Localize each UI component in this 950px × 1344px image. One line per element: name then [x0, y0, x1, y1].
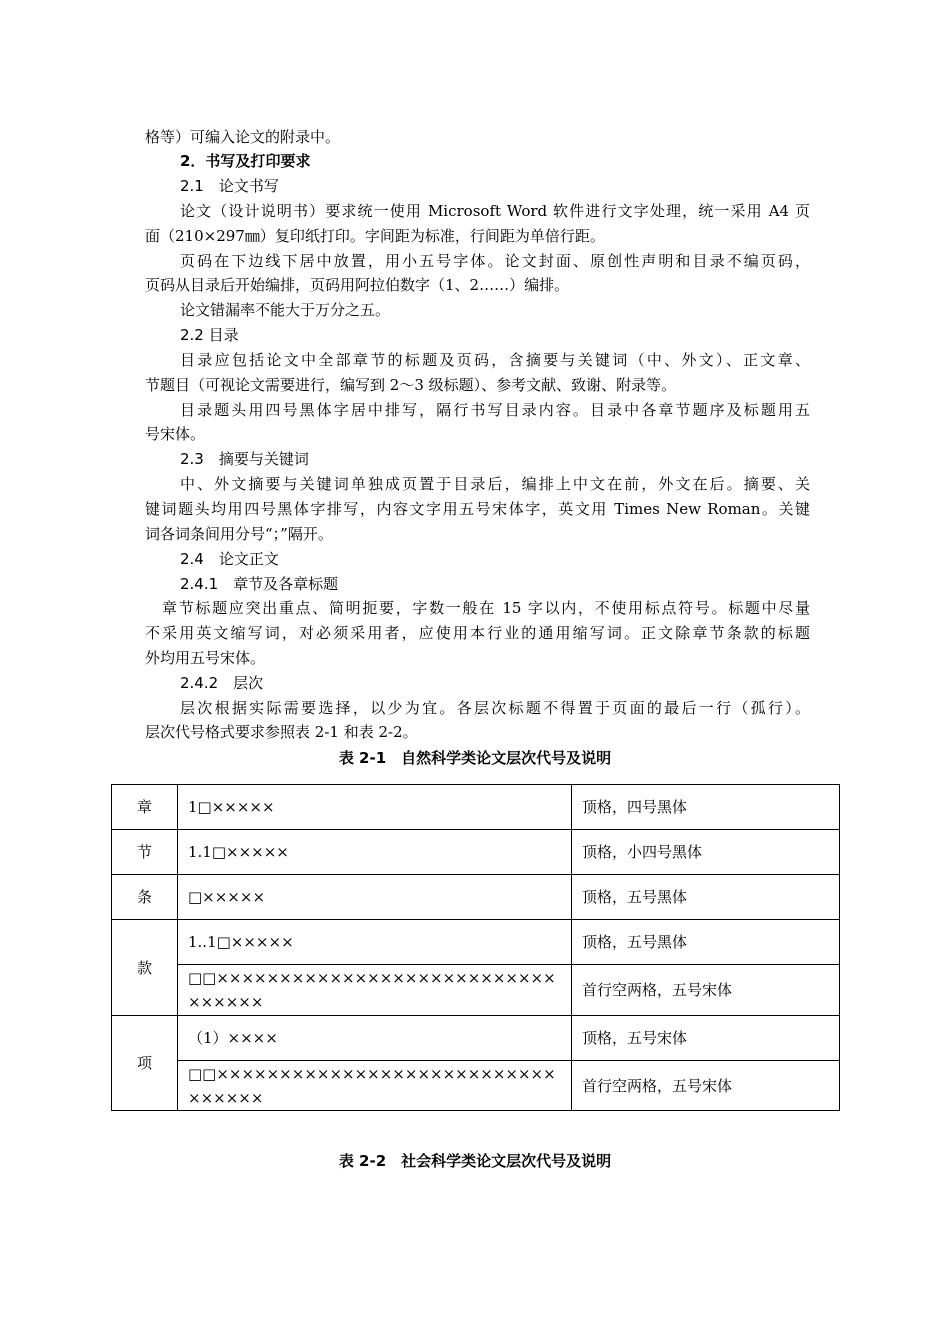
table-row — [112, 1061, 840, 1111]
paragraph-line: 面（210×297㎜）复印纸打印。字间距为标准，行间距为单倍行距。 — [145, 227, 605, 245]
paragraph-line: 目录应包括论文中全部章节的标题及页码，含摘要与关键词（中、外文）、正文章、 — [180, 351, 810, 369]
paragraph-line: 目录题头用四号黑体字居中排写，隔行书写目录内容。目录中各章节题序及标题用五 — [180, 401, 810, 419]
level-code: 1.1□××××× — [178, 830, 572, 875]
level-label: 款 — [112, 920, 178, 1016]
level-label: 节 — [112, 830, 178, 875]
paragraph-line: 页码在下边线下居中放置，用小五号字体。论文封面、原创性声明和目录不编页码， — [180, 252, 810, 270]
level-code: （1）×××× — [178, 1016, 572, 1061]
table-caption: 表 2-1 自然科学类论文层次代号及说明 — [338, 749, 612, 767]
level-desc: 顶格，五号黑体 — [572, 875, 840, 920]
level-label: 章 — [112, 785, 178, 830]
paragraph-line: 层次代号格式要求参照表 2-1 和表 2-2。 — [145, 723, 418, 741]
subsection-heading: 2.4 论文正文 — [180, 550, 279, 568]
table-row — [112, 785, 840, 830]
table-row — [112, 1016, 840, 1061]
paragraph-line: 章节标题应突出重点、简明扼要，字数一般在 15 字以内，不使用标点符号。标题中尽量 — [162, 599, 810, 617]
level-code: □□××××××××××××××××××××××××××××××××× — [178, 1061, 572, 1111]
level-label: 项 — [112, 1016, 178, 1111]
section-heading: 2．书写及打印要求 — [180, 152, 311, 170]
level-desc: 顶格，四号黑体 — [572, 785, 840, 830]
paragraph-line: 页码从目录后开始编排，页码用阿拉伯数字（1、2……）编排。 — [145, 276, 570, 294]
level-code: 1..1□××××× — [178, 920, 572, 965]
subsection-heading: 2.3 摘要与关键词 — [180, 450, 309, 468]
paragraph-line: 词各词条间用分号“；”隔开。 — [145, 525, 333, 543]
paragraph-line: 层次根据实际需要选择，以少为宜。各层次标题不得置于页面的最后一行（孤行）。 — [180, 699, 810, 717]
table-row — [112, 965, 840, 1016]
subsection-heading: 2.1 论文书写 — [180, 177, 279, 195]
table-row — [112, 920, 840, 965]
level-desc: 首行空两格，五号宋体 — [572, 965, 840, 1016]
table-row — [112, 830, 840, 875]
paragraph-line: 号宋体。 — [145, 425, 206, 443]
level-desc: 首行空两格，五号宋体 — [572, 1061, 840, 1111]
subsubsection-heading: 2.4.1 章节及各章标题 — [180, 575, 339, 593]
paragraph-line: 外均用五号宋体。 — [145, 649, 266, 667]
paragraph-line: 不采用英文缩写词，对必须采用者，应使用本行业的通用缩写词。正文除章节条款的标题 — [145, 624, 810, 642]
level-code: □××××× — [178, 875, 572, 920]
paragraph-line: 论文（设计说明书）要求统一使用 Microsoft Word 软件进行文字处理，统一采用 A4 页 — [180, 202, 810, 220]
paragraph-line: 键词题头均用四号黑体字排写，内容文字用五号宋体字，英文用 Times New Roman。关键 — [145, 500, 810, 518]
level-label: 条 — [112, 875, 178, 920]
level-code: 1□××××× — [178, 785, 572, 830]
level-desc: 顶格，五号黑体 — [572, 920, 840, 965]
subsection-heading: 2.2 目录 — [180, 326, 239, 344]
level-code: □□××××××××××××××××××××××××××××××××× — [178, 965, 572, 1016]
paragraph-line: 论文错漏率不能大于万分之五。 — [180, 301, 391, 319]
table-caption: 表 2-2 社会科学类论文层次代号及说明 — [338, 1152, 612, 1170]
levels-table — [111, 784, 840, 1111]
paragraph-line: 中、外文摘要与关键词单独成页置于目录后，编排上中文在前，外文在后。摘要、关 — [180, 475, 810, 493]
level-desc: 顶格，五号宋体 — [572, 1016, 840, 1061]
paragraph-line: 格等）可编入论文的附录中。 — [145, 128, 341, 146]
paragraph-line: 节题目（可视论文需要进行，编写到 2～3 级标题）、参考文献、致谢、附录等。 — [145, 376, 677, 394]
table-row — [112, 875, 840, 920]
subsubsection-heading: 2.4.2 层次 — [180, 674, 264, 692]
level-desc: 顶格，小四号黑体 — [572, 830, 840, 875]
